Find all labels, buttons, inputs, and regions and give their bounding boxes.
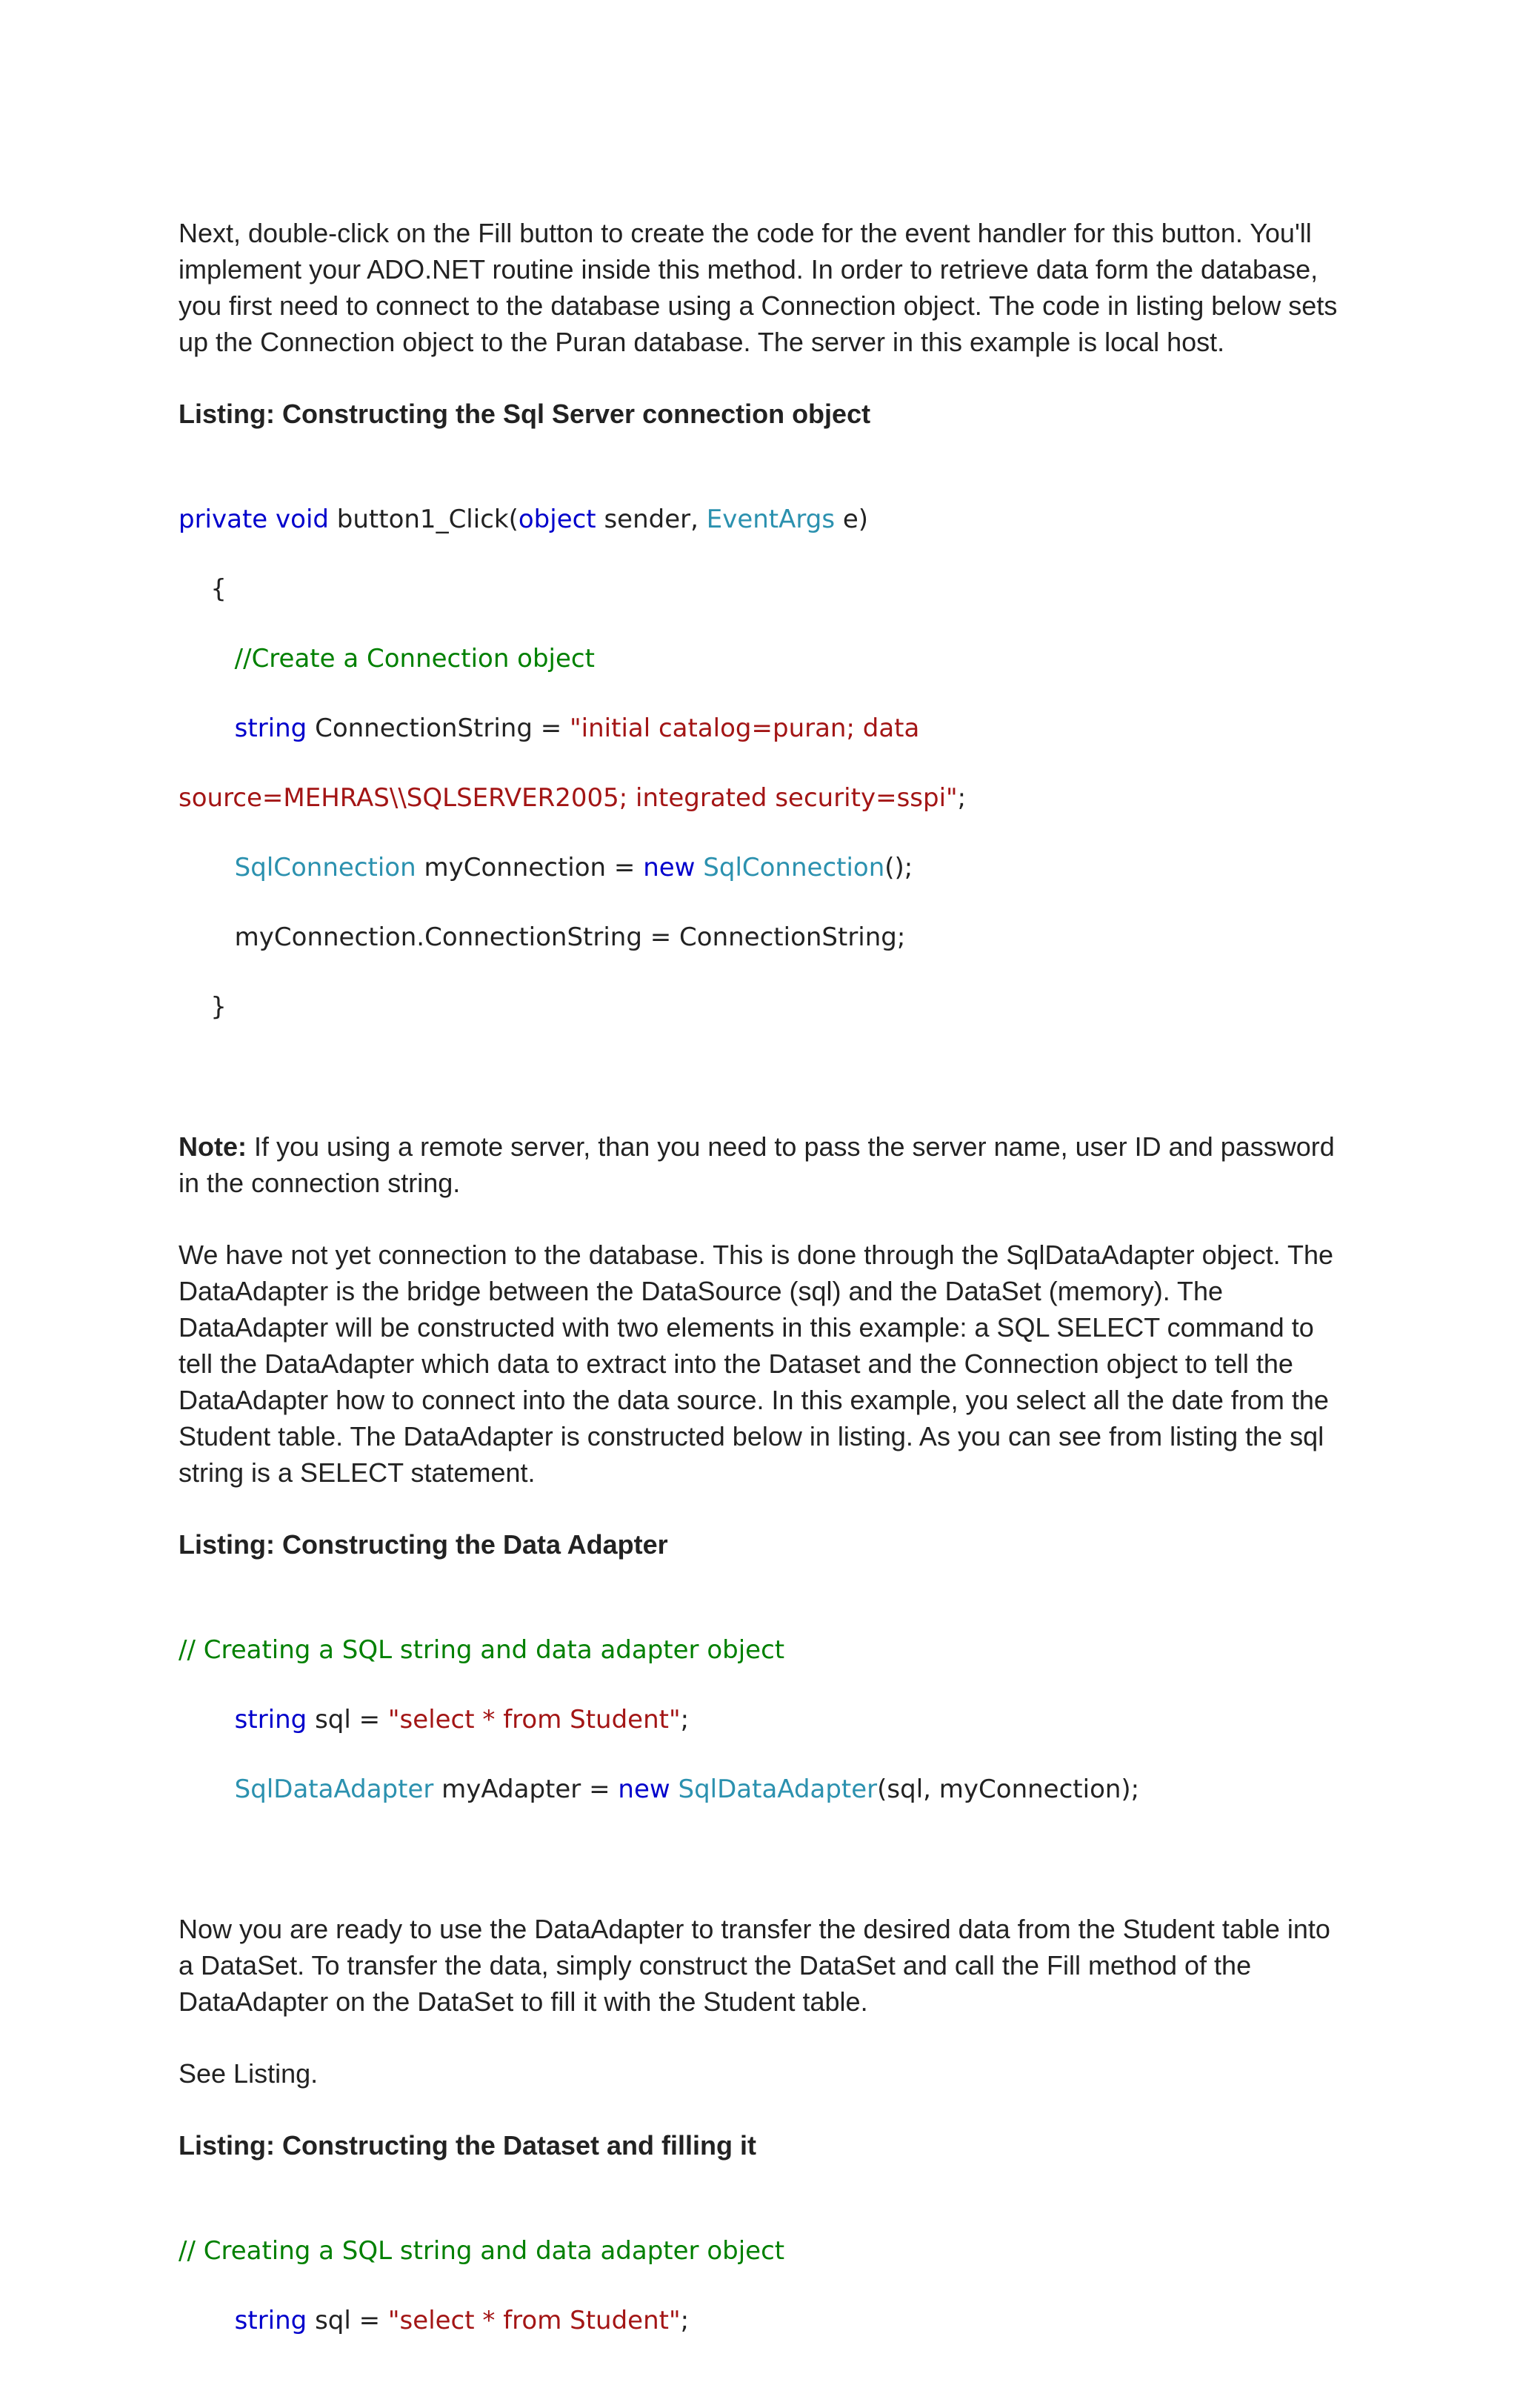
- note-paragraph: [179, 1128, 1349, 1201]
- code-string: source=MEHRAS\\SQLSERVER2005; integrated security=sspi": [179, 783, 958, 813]
- code-keyword: void: [276, 505, 329, 534]
- code-keyword: string: [234, 2306, 307, 2335]
- code-text: ;: [680, 1705, 690, 1735]
- code-keyword: string: [234, 1705, 307, 1735]
- code-keyword: new: [643, 853, 696, 882]
- code-keyword: string: [234, 714, 307, 743]
- code-block-dataset: [179, 2199, 1349, 2408]
- see-listing-paragraph: See Listing.: [179, 2058, 319, 2089]
- code-line: [179, 920, 1349, 955]
- dataset-paragraph: Now you are ready to use the DataAdapter to transfer the desired data from the Student table into a DataSet. To transfer the data, simply construct the DataSet and call the Fill method of the DataAdapter on the DataSet to fill it with the Student table.: [179, 1914, 1330, 2017]
- code-comment: // Creating a SQL string and data adapter object: [179, 1635, 785, 1665]
- code-string: "select * from Student": [387, 2306, 681, 2335]
- code-line: [179, 1633, 1349, 1668]
- dataadapter-paragraph: We have not yet connection to the database. This is done through the SqlDataAdapter object. The DataAdapter is the bridge between the DataSource (sql) and the DataSet (memory). The DataAdapter will be constructed with two elements in this example: a SQL SELECT command to tell the DataAdapter which data to extract into the Dataset and the Connection object to tell the DataAdapter how to connect into the data source. In this example, you select all the date from the Student table. The DataAdapter is constructed below in listing. As you can see from listing the sql string is a SELECT statement.: [179, 1240, 1334, 1488]
- code-text: sql =: [307, 1705, 388, 1735]
- code-block-adapter: [179, 1598, 1349, 1877]
- code-text: myConnection =: [416, 853, 644, 882]
- code-line: [179, 711, 1349, 746]
- code-text: ;: [680, 2306, 690, 2335]
- note-label: Note:: [179, 1131, 247, 1162]
- code-comment: //Create a Connection object: [234, 644, 595, 673]
- code-comment: // Creating a SQL string and data adapter object: [179, 2236, 785, 2266]
- code-line: [179, 2304, 1349, 2338]
- listing-heading-dataset: Listing: Constructing the Dataset and filling it: [179, 2130, 756, 2161]
- code-string: "initial catalog=puran; data: [570, 714, 920, 743]
- code-line: [179, 990, 1349, 1025]
- code-line: [179, 642, 1349, 676]
- code-text: e): [835, 505, 869, 534]
- document-content: [179, 215, 1349, 2408]
- code-type: SqlConnection: [703, 853, 885, 882]
- code-text: (sql, myConnection);: [877, 1775, 1140, 1804]
- code-text: myAdapter =: [433, 1775, 619, 1804]
- code-text: {: [210, 574, 227, 604]
- listing-heading-adapter: Listing: Constructing the Data Adapter: [179, 1529, 668, 1560]
- code-text: button1_Click(: [328, 505, 519, 534]
- code-text: sql =: [307, 2306, 388, 2335]
- code-line: [179, 1703, 1349, 1737]
- code-text: }: [210, 992, 227, 1022]
- code-type: SqlDataAdapter: [678, 1775, 878, 1804]
- code-text: ConnectionString =: [307, 714, 570, 743]
- code-keyword: object: [518, 505, 596, 534]
- code-line: [179, 781, 1349, 816]
- code-string: "select * from Student": [387, 1705, 681, 1735]
- code-type: EventArgs: [706, 505, 836, 534]
- code-text: ;: [957, 783, 967, 813]
- code-line: [179, 1772, 1349, 1807]
- code-line: [179, 851, 1349, 885]
- note-text: If you using a remote server, than you need to pass the server name, user ID and password in the connection string.: [179, 1131, 1335, 1198]
- code-keyword: new: [618, 1775, 670, 1804]
- code-type: SqlConnection: [234, 853, 416, 882]
- intro-paragraph: Next, double-click on the Fill button to create the code for the event handler for this button. You'll implement your ADO.NET routine inside this method. In order to retrieve data form the database, you first need to connect to the database using a Connection object. The code in listing below sets up the Connection object to the Puran database. The server in this example is local host.: [179, 218, 1338, 357]
- code-line: [179, 2234, 1349, 2269]
- code-text: sender,: [596, 505, 707, 534]
- code-line: [179, 502, 1349, 537]
- code-line: [179, 572, 1349, 607]
- code-text: myConnection.ConnectionString = ConnectionString;: [234, 922, 906, 952]
- listing-heading-connection: Listing: Constructing the Sql Server connection object: [179, 399, 871, 429]
- code-text: ();: [884, 853, 913, 882]
- code-keyword: private: [179, 505, 268, 534]
- code-type: SqlDataAdapter: [234, 1775, 434, 1804]
- code-block-connection: [179, 468, 1349, 1094]
